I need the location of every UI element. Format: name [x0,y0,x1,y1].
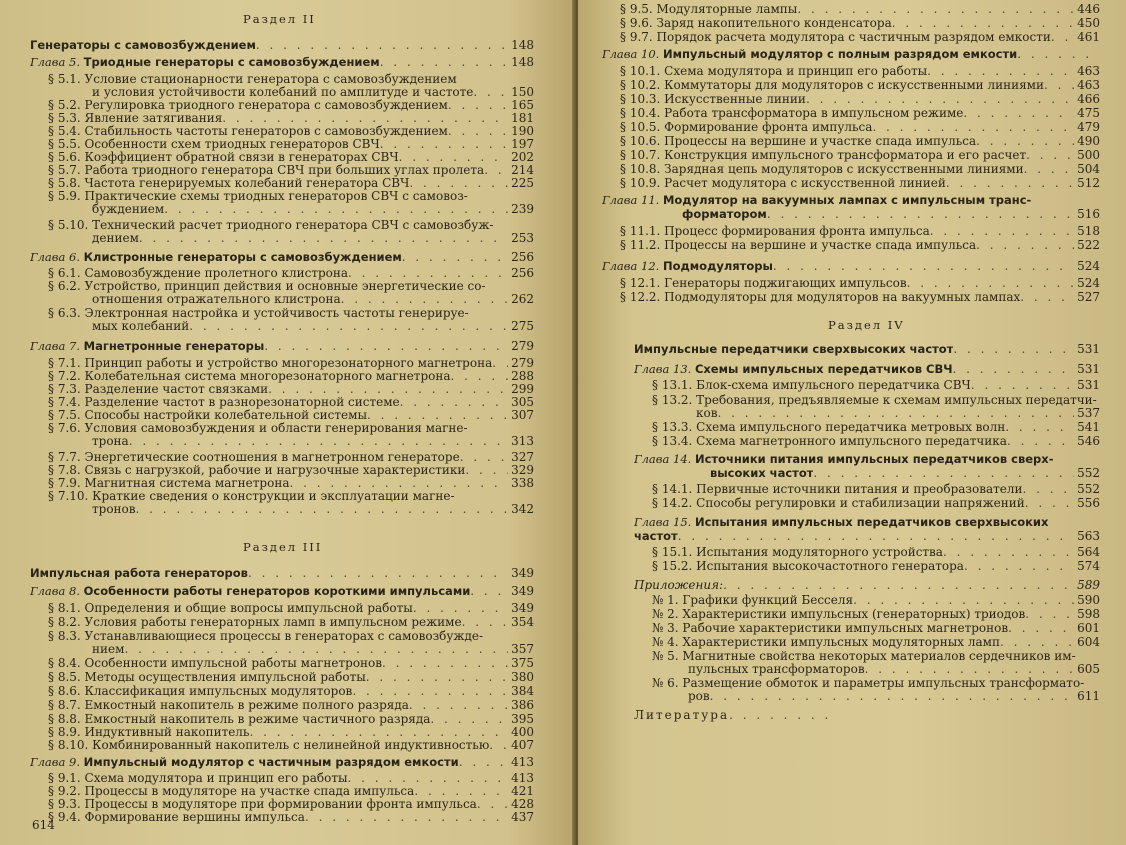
toc-entry: § 13.1. Блок-схема импульсного передатчика СВЧ . . . 531 [652,378,1100,392]
toc-entry-cont: мых колебаний . . . 275 [92,319,534,333]
toc-entry: § 10.3. Искусственные линии . . . 466 [620,92,1100,106]
toc-entry: § 14.1. Первичные источники питания и преобразователи . . . 552 [652,482,1100,496]
section-heading: Раздел III [243,540,323,554]
toc-entry: § 8.1. Определения и общие вопросы импульсной работы . . . 349 [48,601,534,615]
toc-entry: § 7.6. Условия самовозбуждения и области генерирования магне- [48,421,468,435]
toc-entry: № 1. Графики функций Бесселя . . . 590 [652,593,1100,607]
toc-entry: § 12.1. Генераторы поджигающих импульсов . . . 524 [620,276,1100,290]
toc-entry: Литература . . . [634,708,834,722]
toc-chapter: Глава 5. Триодные генераторы с самовозбуждением . . . 148 [30,55,534,69]
toc-entry: § 9.1. Схема модулятора и принцип его работы . . . 413 [48,771,534,785]
toc-chapter: Глава 11. Модулятор на вакуумных лампах с импульсным транс- [602,193,1032,207]
toc-entry: № 6. Размещение обмоток и параметры импульсных трансформато- [652,676,1085,690]
toc-entry: § 9.2. Процессы в модуляторе на участке спада импульса . . . 421 [48,784,534,798]
toc-entry: § 9.4. Формирование вершины импульса . . . 437 [48,810,534,824]
toc-chapter: Глава 8. Особенности работы генераторов короткими импульсами . . . 349 [30,584,534,598]
toc-entry-cont: отношения отражательного клистрона . . . 262 [92,292,534,306]
toc-entry: § 14.2. Способы регулировки и стабилизации напряжений . . . 556 [652,496,1100,510]
toc-entry: § 7.5. Способы настройки колебательной системы . . . 307 [48,408,534,422]
toc-entry: § 7.4. Разделение частот в разнорезонаторной системе . . . 305 [48,395,534,409]
toc-entry: § 5.3. Явление затягивания . . . 181 [48,111,534,125]
toc-entry: § 10.1. Схема модулятора и принцип его работы . . . 463 [620,64,1100,78]
toc-chapter-cont: высоких частот . . . 552 [710,466,1100,480]
toc-entry: § 10.8. Зарядная цепь модуляторов с искусственными линиями . . . 504 [620,162,1100,176]
toc-entry: § 7.9. Магнитная система магнетрона . . . 338 [48,476,534,490]
toc-entry: § 5.1. Условие стационарности генератора с самовозбуждением [48,72,457,86]
toc-entry: § 12.2. Подмодуляторы для модуляторов на вакуумных лампах . . . 527 [620,290,1100,304]
toc-chapter: Глава 10. Импульсный модулятор с полным разрядом емкости . . . [602,47,1100,61]
toc-entry: № 4. Характеристики импульсных модуляторных ламп . . . 604 [652,635,1100,649]
toc-entry: § 8.8. Емкостный накопитель в режиме частичного разряда . . . 395 [48,712,534,726]
toc-entry: § 9.7. Порядок расчета модулятора с частичным разрядом емкости . . . 461 [620,30,1100,44]
toc-entry: § 13.4. Схема магнетронного импульсного передатчика . . . 546 [652,434,1100,448]
toc-chapter: Глава 6. Клистронные генераторы с самовозбуждением . . . 256 [30,250,534,264]
toc-entry: § 11.1. Процесс формирования фронта импульса . . . 518 [620,224,1100,238]
toc-entry-cont: и условия устойчивости колебаний по амплитуде и частоте . . . 150 [92,85,534,99]
toc-entry-cont: дением . . . 253 [92,231,534,245]
toc-entry: § 8.6. Классификация импульсных модуляторов . . . 384 [48,684,534,698]
toc-entry: Импульсная работа генераторов . . . 349 [30,566,534,580]
toc-entry: § 8.3. Устанавливающиеся процессы в генераторах с самовозбужде- [48,629,484,643]
toc-entry: § 13.3. Схема импульсного передатчика метровых волн . . . 541 [652,420,1100,434]
toc-entry: § 8.7. Емкостный накопитель в режиме полного разряда . . . 386 [48,698,534,712]
toc-entry: § 8.9. Индуктивный накопитель . . . 400 [48,725,534,739]
toc-entry: § 9.3. Процессы в модуляторе при формировании фронта импульса . . . 428 [48,797,534,811]
toc-entry: § 15.2. Испытания высокочастотного генератора . . . 574 [652,559,1100,573]
toc-entry: § 7.2. Колебательная система многорезонаторного магнетрона . . . 288 [48,369,534,383]
toc-entry: § 10.6. Процессы на вершине и участке спада импульса . . . 490 [620,134,1100,148]
right-page [578,0,1126,845]
toc-entry: § 6.3. Электронная настройка и устойчивость частоты генерируе- [48,306,469,320]
toc-entry: § 15.1. Испытания модуляторного устройства . . . 564 [652,545,1100,559]
toc-entry: № 2. Характеристики импульсных (генераторных) триодов . . . 598 [652,607,1100,621]
toc-entry: § 5.10. Технический расчет триодного генератора СВЧ с самовозбуж- [48,218,494,232]
toc-chapter: Глава 12. Подмодуляторы . . . 524 [602,259,1100,273]
toc-entry: Импульсные передатчики сверхвысоких частот . . . 531 [634,342,1100,356]
toc-chapter: Глава 14. Источники питания импульсных передатчиков сверх- [634,452,1054,466]
toc-entry: § 9.5. Модуляторные лампы . . . 446 [620,2,1100,16]
toc-entry: § 8.5. Методы осуществления импульсной работы . . . 380 [48,670,534,684]
toc-entry: § 10.5. Формирование фронта импульса . . . 479 [620,120,1100,134]
toc-entry: § 5.7. Работа триодного генератора СВЧ при больших углах пролета . . . 214 [48,163,534,177]
toc-chapter: Глава 13. Схемы импульсных передатчиков СВЧ . . . 531 [634,362,1100,376]
toc-entry: § 7.8. Связь с нагрузкой, рабочие и нагрузочные характеристики . . . 329 [48,463,534,477]
toc-entry: § 6.1. Самовозбуждение пролетного клистрона . . . 256 [48,266,534,280]
toc-entry: § 13.2. Требования, предъявляемые к схемам импульсных передатчи- [652,393,1097,407]
toc-entry-cont: тронов . . . 342 [92,502,534,516]
toc-entry-cont: ров . . . 611 [688,689,1100,703]
toc-entry: § 7.3. Разделение частот связками . . . 299 [48,382,534,396]
page-number: 614 [32,818,55,832]
toc-chapter-cont: форматором . . . 516 [682,207,1100,221]
toc-entry: § 7.10. Краткие сведения о конструкции и эксплуатации магне- [48,489,455,503]
toc-entry: § 8.10. Комбинированный накопитель с нелинейной индуктивностью . . . 407 [48,738,534,752]
toc-chapter-cont: частот . . . 563 [634,529,1100,543]
toc-entry: § 7.7. Энергетические соотношения в магнетронном генераторе . . . 327 [48,450,534,464]
toc-entry: § 10.4. Работа трансформатора в импульсном режиме . . . 475 [620,106,1100,120]
toc-chapter: Глава 15. Испытания импульсных передатчиков сверхвысоких [634,515,1049,529]
toc-entry: § 8.4. Особенности импульсной работы магнетронов . . . 375 [48,656,534,670]
toc-entry: § 10.9. Расчет модулятора с искусственной линией . . . 512 [620,176,1100,190]
toc-entry: Генераторы с самовозбуждением . . . 148 [30,38,534,52]
toc-chapter: Глава 9. Импульсный модулятор с частичным разрядом емкости . . . 413 [30,755,534,769]
toc-chapter: Глава 7. Магнетронные генераторы . . . 279 [30,339,534,353]
toc-entry: § 7.1. Принцип работы и устройство многорезонаторного магнетрона . . . 279 [48,356,534,370]
toc-entry: § 5.4. Стабильность частоты генераторов с самовозбуждением . . . 190 [48,124,534,138]
toc-entry: № 3. Рабочие характеристики импульсных магнетронов . . . 601 [652,621,1100,635]
toc-entry: § 10.2. Коммутаторы для модуляторов с искусственными линиями . . . 463 [620,78,1100,92]
toc-entry-cont: буждением . . . 239 [92,202,534,216]
toc-entry-cont: трона . . . 313 [92,434,534,448]
toc-entry: § 5.2. Регулировка триодного генератора с самовозбуждением . . . 165 [48,98,534,112]
toc-entry: § 9.6. Заряд накопительного конденсатора . . . 450 [620,16,1100,30]
toc-entry: № 5. Магнитные свойства некоторых материалов сердечников им- [652,649,1076,663]
toc-entry: § 5.8. Частота генерируемых колебаний генератора СВЧ . . . 225 [48,176,534,190]
toc-entry-cont: пульсных трансформаторов . . . 605 [688,662,1100,676]
toc-entry: § 5.9. Практические схемы триодных генераторов СВЧ с самовоз- [48,189,468,203]
toc-entry-cont: ков . . . 537 [696,406,1100,420]
section-heading: Раздел IV [828,318,905,332]
toc-entry: § 5.5. Особенности схем триодных генераторов СВЧ . . . 197 [48,137,534,151]
toc-entry: § 5.6. Коэффициент обратной связи в генераторах СВЧ . . . 202 [48,150,534,164]
toc-entry: Приложения: . . . 589 [634,578,1100,592]
section-heading: Раздел II [243,12,316,26]
toc-entry: § 10.7. Конструкция импульсного трансформатора и его расчет . . . 500 [620,148,1100,162]
toc-entry: § 11.2. Процессы на вершине и участке спада импульса . . . 522 [620,238,1100,252]
toc-entry-cont: нием . . . 357 [92,642,534,656]
toc-entry: § 8.2. Условия работы генераторных ламп в импульсном режиме . . . 354 [48,615,534,629]
toc-entry: § 6.2. Устройство, принцип действия и основные энергетические со- [48,279,486,293]
